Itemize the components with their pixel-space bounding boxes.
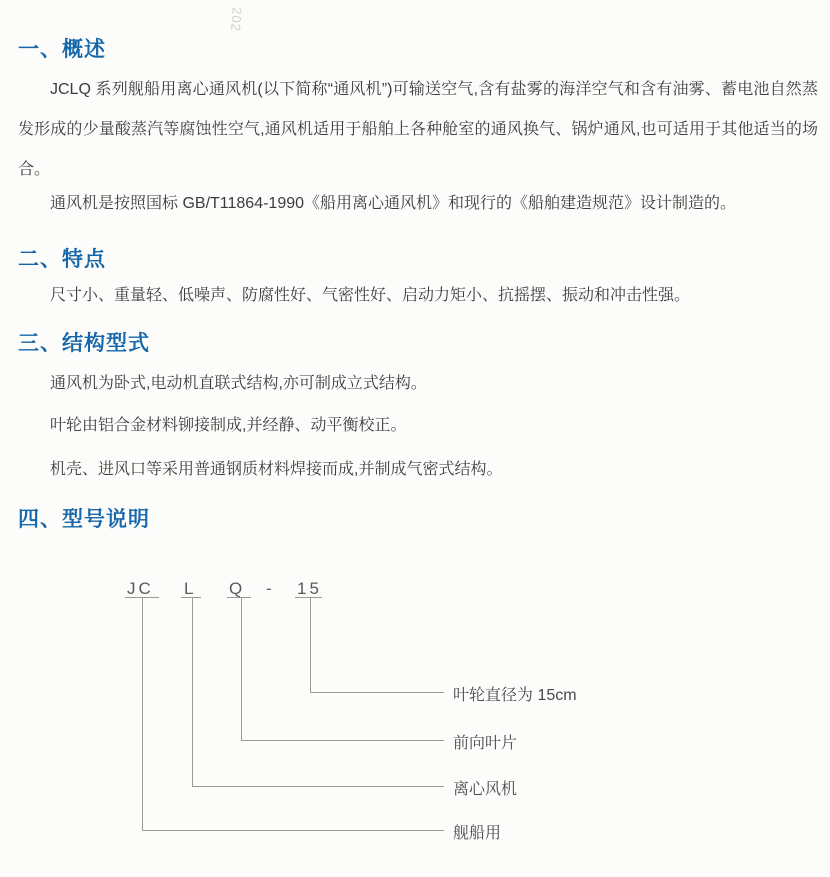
model-code-jc: JC	[127, 579, 154, 598]
model-code-q: Q	[229, 579, 246, 598]
diagram-label-jc: 舰船用	[453, 825, 502, 842]
diagram-label-size: 叶轮直径为 15cm	[453, 687, 577, 704]
section-heading-model: 四、型号说明	[18, 508, 150, 532]
features-paragraph: 尺寸小、重量轻、低噪声、防腐性好、气密性好、启动力矩小、抗摇摆、振动和冲击性强。	[50, 287, 691, 304]
diagram-label-q: 前向叶片	[453, 735, 518, 752]
diagram-label-l: 离心风机	[453, 781, 518, 798]
leader-line-jc	[142, 598, 444, 831]
overview-paragraph-1: JCLQ 系列舰船用离心通风机(以下简称“通风机”)可输送空气,含有盐雾的海洋空气和含有油雾、蓄电池自然蒸发形成的少量酸蒸汽等腐蚀性空气,通风机适用于船舶上各种舱室的通风换气、锅炉通风,也可适用于其他适当的场合。	[18, 81, 818, 178]
structure-paragraph-1: 通风机为卧式,电动机直联式结构,亦可制成立式结构。	[50, 375, 427, 392]
model-code-dash: -	[266, 579, 275, 598]
overview-paragraph-2: 通风机是按照国标 GB/T11864-1990《船用离心通风机》和现行的《船舶建造规范》设计制造的。	[50, 195, 737, 212]
structure-paragraph-3: 机壳、进风口等采用普通钢质材料焊接而成,并制成气密式结构。	[50, 461, 503, 478]
structure-paragraph-2: 叶轮由铝合金材料铆接制成,并经静、动平衡校正。	[50, 417, 407, 434]
section-heading-overview: 一、概述	[18, 38, 106, 62]
pencil-mark: 202	[228, 6, 245, 33]
model-code-l: L	[184, 579, 197, 598]
section-heading-features: 二、特点	[18, 248, 106, 272]
model-code-size: 15	[297, 579, 322, 598]
section-heading-structure: 三、结构型式	[18, 332, 150, 356]
